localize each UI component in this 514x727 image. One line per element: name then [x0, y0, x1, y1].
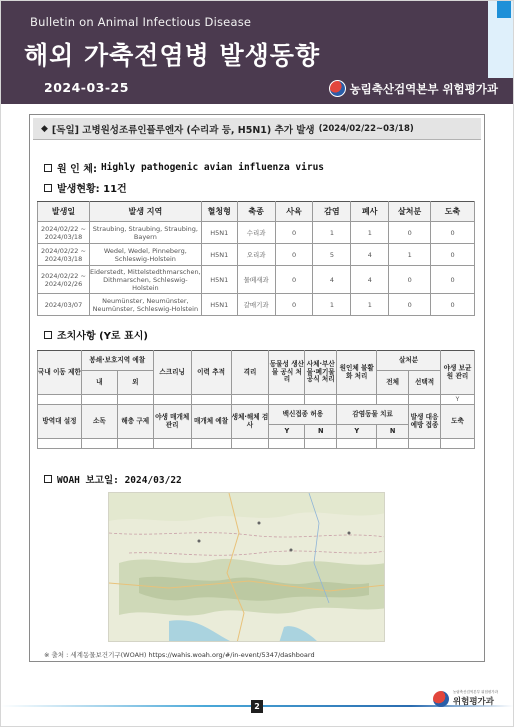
- cell-dead: 1: [351, 294, 389, 316]
- cell-date: 2024/02/22 ~ 2024/02/26: [38, 266, 90, 294]
- zone-inside: 내: [81, 371, 117, 395]
- col-header: 사육: [275, 202, 313, 222]
- agency-name: 농림축산검역본부 위험평가과: [349, 81, 498, 96]
- cell-kept: 0: [275, 266, 313, 294]
- map-city-marker: [290, 549, 293, 552]
- cell-slaughtered: 0: [431, 244, 475, 266]
- wild-vector-control: 야생 매개체 관리: [153, 405, 191, 439]
- treat-infected: 감염동물 치료: [337, 405, 409, 425]
- cell-region: Eiderstedt, Mittelstedthmarschen, Dithmarschen, Schleswig-Holstein: [89, 267, 201, 292]
- cell-culled: 0: [389, 222, 431, 244]
- col-header: 혈청형: [201, 202, 237, 222]
- table-row: [38, 294, 475, 316]
- cell-region: Wedel, Wedel, Pinneberg, Schleswig-Holstein: [89, 244, 201, 266]
- cell-species: 물떼새과: [237, 266, 275, 294]
- outbreak-map[interactable]: [108, 492, 385, 642]
- map-city-marker: [258, 522, 261, 525]
- disinfection: 소독: [81, 405, 117, 439]
- outbreak-response-vaccination: 발생 대응 예방 접종: [409, 405, 441, 439]
- checkbox-square-icon: [44, 164, 52, 172]
- col-header: 폐사: [351, 202, 389, 222]
- treat-no: N: [377, 425, 409, 439]
- measures-header-row-2: [38, 405, 475, 425]
- report-heading-text: [독일] 고병원성조류인플루엔자 (수리과 등, H5N1) 추가 발생: [51, 124, 315, 136]
- cell-species: 갈매기과: [237, 294, 275, 316]
- cell-infected: 1: [313, 294, 351, 316]
- cell-kept: 0: [275, 294, 313, 316]
- status-label: 발생현황: 11건: [57, 184, 127, 195]
- answer-wildlife: Y: [441, 395, 475, 405]
- map-city-marker: [348, 532, 351, 535]
- cell-species: 수리과: [237, 222, 275, 244]
- measures-title: 조치사항 (Y로 표시): [57, 331, 148, 342]
- vaccination-yes: Y: [269, 425, 305, 439]
- cell-serotype: H5N1: [201, 222, 237, 244]
- cell-culled: 1: [389, 244, 431, 266]
- wildlife-management: 야생 보균원 관리: [441, 351, 475, 395]
- domestic-restriction: 국내 이동 제한: [38, 351, 82, 395]
- agent-line: [44, 160, 324, 175]
- page-title: 해외 가축전염병 발생동향: [24, 41, 321, 70]
- cell-serotype: H5N1: [201, 244, 237, 266]
- col-header: 도축: [431, 202, 475, 222]
- cell-region: Neumünster, Neumünster, Neumünster, Schleswig-Holstein: [89, 294, 201, 316]
- pathogen-inactivation: 원인체 불활화 처리: [337, 351, 377, 395]
- checkbox-square-icon: [44, 475, 52, 483]
- source-link[interactable]: https://wahis.woah.org/#/in-event/5347/dashboard: [148, 651, 315, 659]
- issue-date: 2024-03-25: [44, 80, 129, 95]
- status-line: [44, 180, 127, 195]
- cell-date: 2024/02/22 ~ 2024/03/18: [38, 244, 90, 266]
- cell-slaughtered: 0: [431, 294, 475, 316]
- vaccination-no: N: [305, 425, 337, 439]
- cell-culled: 0: [389, 266, 431, 294]
- measures-header-row-1: [38, 351, 475, 371]
- corner-accent-blue: [497, 0, 511, 18]
- vaccination-allowed: 백신접종 허용: [269, 405, 337, 425]
- containment-zone: 봉쇄·보호지역 예찰: [81, 351, 153, 371]
- cell-kept: 0: [275, 222, 313, 244]
- table-row: [38, 244, 475, 266]
- diamond-bullet-icon: ◆: [41, 123, 48, 134]
- screening: 스크리닝: [153, 351, 191, 395]
- map-city-marker: [198, 540, 201, 543]
- cell-species: 오리과: [237, 244, 275, 266]
- culling-selective: 선택적: [409, 371, 441, 395]
- cell-kept: 0: [275, 244, 313, 266]
- bulletin-title: Bulletin on Animal Infectious Disease: [30, 15, 252, 29]
- col-header: 감염: [313, 202, 351, 222]
- woah-line: [44, 472, 182, 486]
- slaughter: 도축: [441, 405, 475, 439]
- col-header: 축종: [237, 202, 275, 222]
- vector-surveillance: 매개체 예찰: [191, 405, 231, 439]
- cell-serotype: H5N1: [201, 266, 237, 294]
- culling: 살처분: [377, 351, 441, 371]
- checkbox-square-icon: [44, 331, 52, 339]
- outbreak-header-row: [38, 202, 475, 222]
- col-header: 살처분: [389, 202, 431, 222]
- carcass-disposal: 사체·부산물·폐기물 공식 처리: [305, 351, 337, 395]
- measures-answer-row-2: [38, 439, 475, 449]
- agency-emblem-icon: [433, 691, 449, 707]
- map-graphic: [109, 493, 385, 642]
- live-animal-inspection: 생체·해체 검사: [231, 405, 269, 439]
- tracing: 이력 추적: [191, 351, 231, 395]
- col-header: 발생 지역: [89, 202, 201, 222]
- page-number: 2: [251, 700, 263, 713]
- quarantine-zone: 방역대 설정: [38, 405, 82, 439]
- culling-all: 전체: [377, 371, 409, 395]
- measures-line: [44, 327, 148, 342]
- footer-agency-name: 위험평가과: [452, 697, 494, 707]
- cell-dead: 4: [351, 244, 389, 266]
- agent-label: 원 인 체:: [57, 164, 97, 175]
- cell-dead: 4: [351, 266, 389, 294]
- vector-control: 해충 구제: [117, 405, 153, 439]
- report-period: (2024/02/22~03/18): [318, 123, 414, 134]
- cell-date: 2024/02/22 ~ 2024/03/18: [38, 222, 90, 244]
- cell-culled: 0: [389, 294, 431, 316]
- cell-serotype: H5N1: [201, 294, 237, 316]
- treat-yes: Y: [337, 425, 377, 439]
- checkbox-square-icon: [44, 184, 52, 192]
- source-prefix: ※ 출처 : 세계동물보건기구(WOAH): [44, 651, 147, 659]
- footer-agency-small: 농림축산검역본부 위험평가과: [452, 690, 498, 694]
- cell-infected: 1: [313, 222, 351, 244]
- footer-agency: [433, 690, 498, 707]
- col-header: 발생일: [38, 202, 90, 222]
- source-note: [44, 650, 315, 659]
- measures-answer-row-1: [38, 395, 475, 405]
- measures-table: [37, 350, 475, 449]
- animal-products-disposal: 동물성 생산물 공식 처리: [269, 351, 305, 395]
- cell-infected: 4: [313, 266, 351, 294]
- table-row: [38, 266, 475, 294]
- agency-emblem-icon: [329, 80, 346, 97]
- report-heading: [33, 118, 481, 140]
- zone-outside: 외: [117, 371, 153, 395]
- cell-date: 2024/03/07: [38, 294, 90, 316]
- agency-label: [329, 80, 498, 97]
- cell-slaughtered: 0: [431, 222, 475, 244]
- cell-infected: 5: [313, 244, 351, 266]
- table-row: [38, 222, 475, 244]
- woah-report-date: WOAH 보고일: 2024/03/22: [57, 475, 182, 486]
- outbreak-table: [37, 201, 475, 316]
- cell-region: Straubing, Straubing, Straubing, Bayern: [89, 222, 201, 244]
- agent-value: Highly pathogenic avian influenza virus: [100, 162, 325, 173]
- cell-dead: 1: [351, 222, 389, 244]
- isolation: 격리: [231, 351, 269, 395]
- cell-slaughtered: 0: [431, 266, 475, 294]
